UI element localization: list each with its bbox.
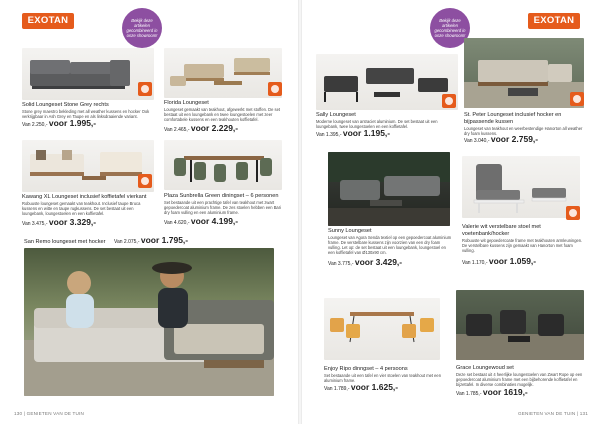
price-tag-icon <box>138 174 152 188</box>
footer-left: 130 | GENIETEN VAN DE TUIN <box>14 411 85 416</box>
product-title: Florida Loungeset <box>164 100 209 106</box>
price-was: Van 2.075,- <box>114 239 140 245</box>
price-now: voor 1619,- <box>482 387 528 397</box>
page-number: 131 <box>579 411 588 416</box>
product-desc: Loungeset van Agora Senda textiel op een gepoedercoat aluminium frame. De verstelbare kussens zijn voorzien van een dry foam vulling. Let op: de set bestaat uit een loungebank, loungestoel en een koffietafel van Ø130x90 cm. <box>328 235 452 255</box>
product-photo-plaza <box>164 140 282 190</box>
product-photo-st-peter <box>464 38 584 108</box>
product-price <box>324 383 398 394</box>
price-now: voor 1.995,- <box>48 118 97 128</box>
product-price <box>462 257 536 268</box>
product-price <box>114 236 188 247</box>
product-price <box>316 129 390 140</box>
product-title: San Remo loungeset met hocker <box>24 239 106 245</box>
product-desc: Robuuste wit gepoedercoate frame met teakhouten armleuningen. De verstelbare kussens zijn gemaakt van Hanorton met foam vulling. <box>462 238 583 253</box>
product-photo-valerie <box>462 156 580 218</box>
product-photo-enjoy-ripo <box>324 298 440 360</box>
section-title: GENIETEN VAN DE TUIN <box>26 411 85 416</box>
price-now: voor 3.329,- <box>48 217 97 227</box>
price-was: Van 2.465,- <box>164 127 190 133</box>
price-was: Van 1.789,- <box>324 386 350 392</box>
product-price <box>328 258 402 269</box>
product-photo-sunny <box>328 152 450 226</box>
product-title: St. Peter Loungeset inclusief hocker en bijpassende kussen <box>464 112 562 125</box>
price-now: voor 1.059,- <box>488 256 537 266</box>
price-was: Van 3.775,- <box>328 261 354 267</box>
footer-right: GENIETEN VAN DE TUIN | 131 <box>517 411 588 416</box>
product-desc: Stone grey maestro bekleding met all weather kussens en hocker Ook verkrijgbaar in Ash Grey en Taupe en als linksdraaiende variant. <box>22 109 150 119</box>
price-was: Van 3.475,- <box>22 221 48 227</box>
price-tag-icon <box>268 82 282 96</box>
product-desc: Set bestaande uit een tafel en vier stoelen van teakhout met een aluminium frame. <box>324 373 441 383</box>
brand-logo-right: EXOTAN <box>528 13 580 29</box>
product-photo-grace <box>456 290 584 360</box>
product-desc: Deze set bestaat uit 4 heerlijke loungestoelen van Zwart Rope op een gepoedercoat aluminium frame met een bijbehorende koffietafel en bijzettafel. In diverse combinaties mogelijk. <box>456 372 583 387</box>
price-was: Van 2.250,- <box>22 122 48 128</box>
product-photo-san-remo <box>24 248 274 396</box>
price-now: voor 2.229,- <box>190 123 239 133</box>
product-desc: Loungeset van teakhout en weerbestendige Hanorton all weather dry foam kussens. <box>464 126 583 136</box>
spread-fold <box>298 0 302 424</box>
price-tag-icon <box>570 92 584 106</box>
product-price <box>464 135 538 146</box>
product-price <box>164 217 238 228</box>
showroom-badge-left: Bekijk deze artikelen gecombineerd in onze showroom! <box>122 8 162 48</box>
product-title: Valerie wit verstelbare stoel met voetenbank/hocker <box>462 224 541 237</box>
product-title: Solid Loungeset Stone Grey rechts <box>22 102 109 108</box>
price-tag-icon <box>138 82 152 96</box>
right-page <box>304 0 596 424</box>
product-title: Enjoy Ripo dinngset – 4 persoons <box>324 366 408 372</box>
product-price <box>456 388 528 399</box>
page-number: 130 <box>14 411 23 416</box>
price-was: Van 1.170,- <box>462 260 488 266</box>
product-title: Plaza Sunbrella Green diningset – 6 personen <box>164 193 279 199</box>
price-now: voor 1.625,- <box>350 382 399 392</box>
showroom-badge-right: Bekijk deze artikelen gecombineerd in onze showroom! <box>430 8 470 48</box>
price-now: voor 1.795,- <box>140 235 189 245</box>
product-price <box>164 124 238 135</box>
product-photo-sally <box>316 54 458 110</box>
left-page <box>4 0 296 424</box>
product-price <box>22 119 96 130</box>
price-now: voor 1.195,- <box>342 128 391 138</box>
product-photo-solid <box>22 48 154 100</box>
product-desc: Moderne loungeset van antraciet aluminium. De set bestaat uit een loungebank, twee loungestoelen en een koffietafel. <box>316 119 438 129</box>
price-now: voor 4.199,- <box>190 216 239 226</box>
price-tag-icon <box>566 206 580 220</box>
section-title: GENIETEN VAN DE TUIN <box>517 411 576 416</box>
price-was: Van 1.395,- <box>316 132 342 138</box>
product-title: Sally Loungeset <box>316 112 356 118</box>
product-desc: Set bestaande uit een prachtige tafel van teakhout met zwart gepoedercoat aluminium frame. De zes stoelen hebben een Bari dry foam vulling en een aluminium frame. <box>164 200 281 215</box>
product-photo-kawang <box>22 140 154 192</box>
product-photo-florida <box>164 48 282 98</box>
product-price <box>22 218 96 229</box>
price-now: voor 2.759,- <box>490 134 539 144</box>
price-tag-icon <box>442 94 456 108</box>
price-now: voor 3.429,- <box>354 257 403 267</box>
product-desc: Robuuste loungeset gemaakt van teakhout. Inclusief taupe Bruca kussens en witte en taupe rugkussens. De set bestaat uit een loungebank, loungestoelen en een koffietafel. <box>22 201 141 216</box>
product-title: Sunny Loungeset <box>328 228 372 234</box>
product-desc: Loungeset gemaakt van teakhout, afgewerkt met stoffen. De set bestaat uit een loungebank en twee loungestoelen met zeer comfortabele kussens en een teakhouten koffietafel. <box>164 107 280 122</box>
price-was: Van 4.620,- <box>164 220 190 226</box>
product-title: Kawang XL Loungeset inclusief koffietafel vierkant <box>22 194 147 200</box>
product-title: Grace Loungewoud set <box>456 365 514 371</box>
brand-logo-left: EXOTAN <box>22 13 74 29</box>
price-was: Van 1.785,- <box>456 391 482 397</box>
price-was: Van 3.040,- <box>464 138 490 144</box>
